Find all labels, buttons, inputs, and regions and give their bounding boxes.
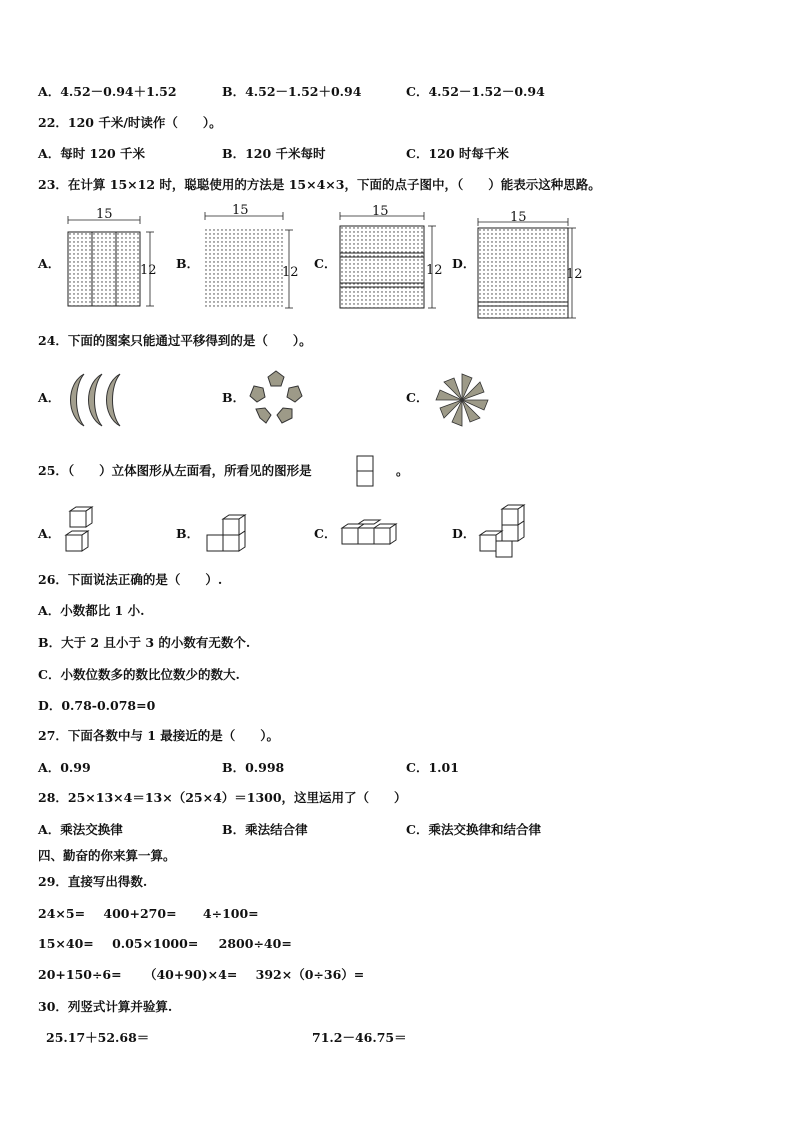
q26-option-c: C．小数位数多的数比位数少的数大.: [38, 667, 240, 682]
q26-option-a: A．小数都比 1 小.: [38, 603, 145, 618]
q28-option-b: B．乘法结合律: [222, 822, 308, 837]
q22-option-c: C．120 时每千米: [406, 146, 509, 161]
q23-option-c-label: C．: [314, 256, 337, 271]
solid-b-figure: [203, 513, 249, 557]
q29-stem: 29．直接写出得数.: [38, 874, 148, 889]
dot-grid-c-width-label: 15: [372, 204, 389, 219]
q25-option-b-label: B．: [176, 526, 200, 541]
q26-option-d: D．0.78-0.078=0: [38, 698, 156, 713]
q29-item: 0.05×1000=: [112, 936, 199, 951]
dot-grid-b-width-label: 15: [232, 203, 249, 218]
q29-item: 4÷100=: [202, 906, 259, 921]
q29-item: 392×（0÷36）=: [255, 967, 365, 982]
dot-grid-c-height-label: 12: [426, 263, 443, 278]
q24-option-b-label: B．: [222, 390, 246, 405]
q29-item: 400+270=: [103, 906, 177, 921]
pinwheel-figure: [432, 370, 492, 430]
left-view-figure: [356, 455, 376, 489]
q22-option-a: A．每时 120 千米: [38, 146, 145, 161]
q29-row-3: [38, 967, 364, 983]
q30-stem: 30．列竖式计算并验算.: [38, 999, 173, 1014]
q21-option-a: A．4.52－0.94＋1.52: [38, 84, 177, 99]
q22-option-b: B．120 千米每时: [222, 146, 326, 161]
q27-option-c: C．1.01: [406, 760, 459, 775]
solid-a-figure: [62, 505, 102, 557]
q28-option-c: C．乘法交换律和结合律: [406, 822, 541, 837]
q29-row-2: [38, 936, 292, 952]
dot-grid-d: [474, 208, 586, 318]
q24-stem: 24．下面的图案只能通过平移得到的是（ ）。: [38, 333, 312, 348]
q29-row-1: [38, 906, 259, 922]
q23-option-a-label: A．: [38, 256, 61, 271]
q26-option-b: B．大于 2 且小于 3 的小数有无数个.: [38, 635, 251, 650]
q23-option-b-label: B．: [176, 256, 200, 271]
dot-grid-d-height-label: 12: [566, 267, 583, 282]
dot-grid-a-height-label: 12: [140, 263, 157, 278]
q29-item: 20+150÷6=: [38, 967, 122, 982]
q28-stem: 28．25×13×4＝13×（25×4）＝1300，这里运用了（ ）: [38, 790, 407, 805]
solid-c-figure: [338, 516, 402, 550]
q25-stem: 25．（ ）立体图形从左面看，所看见的图形是: [38, 463, 312, 478]
q25-stem-end: 。: [396, 463, 409, 478]
q29-item: （40+90)×4=: [143, 967, 238, 982]
q28-option-a: A．乘法交换律: [38, 822, 123, 837]
q25-option-d-label: D．: [452, 526, 476, 541]
q30-item-2: 71.2－46.75＝: [312, 1030, 407, 1045]
q30-item-1: 25.17＋52.68＝: [46, 1030, 150, 1045]
q25-option-c-label: C．: [314, 526, 337, 541]
q23-option-d-label: D．: [452, 256, 476, 271]
q21-option-b: B．4.52－1.52＋0.94: [222, 84, 362, 99]
dot-grid-b: [200, 203, 300, 314]
dot-grid-c: [336, 206, 446, 312]
q29-item: 24×5=: [38, 906, 86, 921]
q27-option-a: A．0.99: [38, 760, 91, 775]
q23-stem: 23．在计算 15×12 时，聪聪使用的方法是 15×4×3，下面的点子图中，（ ）能表示这种思路。: [38, 177, 601, 192]
solid-d-figure: [476, 503, 528, 561]
dot-grid-b-height-label: 12: [282, 265, 299, 280]
crescents-figure: [62, 370, 132, 430]
pentagon-ring-figure: [246, 368, 306, 428]
q27-option-b: B．0.998: [222, 760, 285, 775]
section-4-heading: 四、勤奋的你来算一算。: [38, 848, 176, 863]
q22-stem: 22．120 千米/时读作（ ）。: [38, 115, 222, 130]
dot-grid-d-width-label: 15: [510, 210, 527, 225]
q27-stem: 27．下面各数中与 1 最接近的是（ ）。: [38, 728, 280, 743]
q24-option-a-label: A．: [38, 390, 61, 405]
dot-grid-a: [64, 207, 160, 310]
q21-option-c: C．4.52－1.52－0.94: [406, 84, 545, 99]
q24-option-c-label: C．: [406, 390, 429, 405]
q26-stem: 26．下面说法正确的是（ ）.: [38, 572, 223, 587]
q29-item: 15×40=: [38, 936, 94, 951]
dot-grid-a-width-label: 15: [96, 207, 113, 222]
q25-option-a-label: A．: [38, 526, 61, 541]
q29-item: 2800÷40=: [218, 936, 292, 951]
